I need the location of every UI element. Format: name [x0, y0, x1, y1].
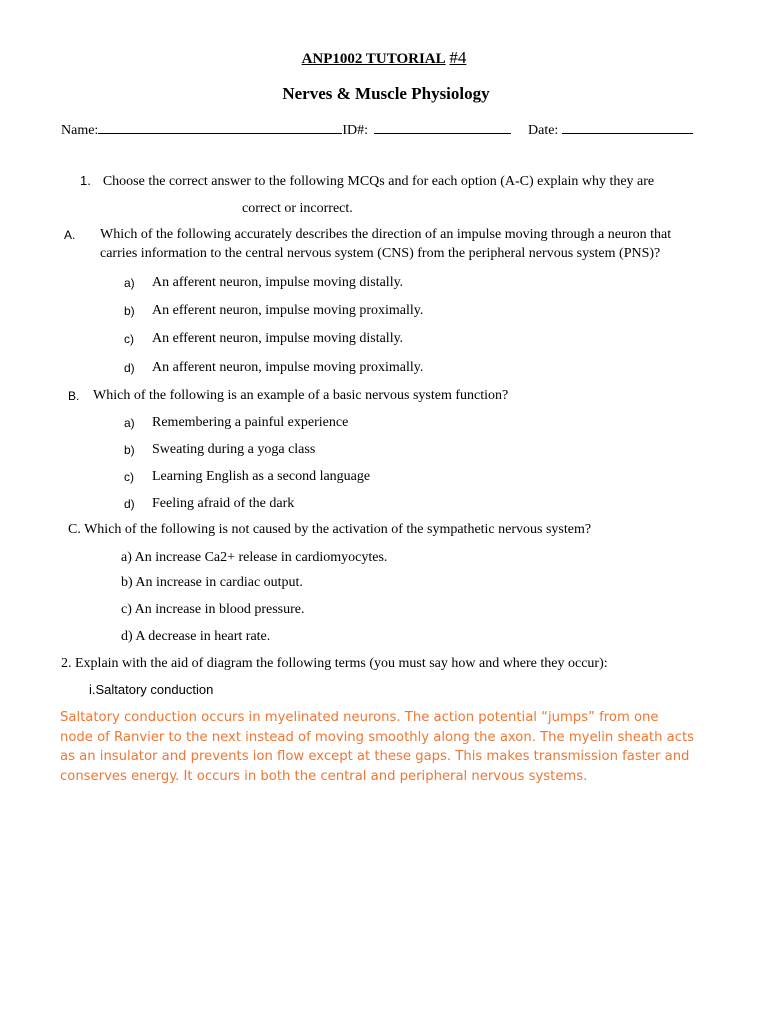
question-text: Choose the correct answer to the following MCQs and for each option (A-C) explain why they are: [102, 174, 655, 189]
option-text: An efferent neuron, impulse moving distally.: [152, 331, 404, 346]
option-text: Feeling afraid of the dark: [152, 496, 295, 511]
option-text: d) A decrease in heart rate.: [121, 629, 271, 644]
question-1-continued: correct or incorrect.: [242, 201, 353, 216]
answer-line: Saltatory conduction occurs in myelinated neurons. The action potential “jumps” from one: [60, 710, 659, 725]
id-blank[interactable]: [374, 121, 511, 134]
question-1: [80, 174, 654, 190]
question-letter-a: A.: [64, 228, 76, 242]
name-blank[interactable]: [98, 121, 342, 134]
id-label: ID#:: [342, 123, 368, 138]
answer-line: as an insulator and prevents ion flow except at these gaps. This makes transmission faster and: [60, 749, 690, 765]
question-number: 1.: [80, 173, 91, 188]
question-a-line2: carries information to the central nervous system (CNS) from the peripheral nervous system (PNS)?: [100, 246, 661, 261]
option-letter: d): [124, 361, 135, 375]
date-label: Date:: [528, 123, 559, 138]
option-text: b) An increase in cardiac output.: [121, 575, 303, 590]
answer-line: node of Ranvier to the next instead of moving smoothly along the axon. The myelin sheath acts: [60, 729, 694, 745]
question-a-line1: Which of the following accurately describes the direction of an impulse moving through a neuron that: [100, 227, 672, 242]
course-code: ANP1002 TUTORIAL: [301, 51, 446, 67]
page-subtitle: Nerves & Muscle Physiology: [282, 84, 490, 103]
option-letter: a): [124, 416, 135, 430]
student-info-fields: [61, 121, 693, 139]
answer-line: conserves energy. It occurs in both the central and peripheral nervous systems.: [60, 769, 588, 785]
option-letter: c): [124, 470, 134, 484]
option-letter: c): [124, 332, 134, 346]
option-letter: a): [124, 276, 135, 290]
question-c-text: C. Which of the following is not caused by the activation of the sympathetic nervous system?: [68, 522, 592, 537]
tutorial-number: #4: [449, 48, 467, 67]
option-letter: b): [124, 304, 135, 318]
question-2-text: 2. Explain with the aid of diagram the following terms (you must say how and where they occur):: [61, 656, 608, 671]
option-text: Sweating during a yoga class: [152, 442, 316, 457]
option-text: Remembering a painful experience: [152, 415, 349, 430]
question-b-text: Which of the following is an example of a basic nervous system function?: [93, 388, 509, 403]
option-text: An afferent neuron, impulse moving proximally.: [152, 360, 424, 375]
question-2-subitem: i.Saltatory conduction: [89, 682, 214, 697]
name-label: Name:: [61, 123, 99, 138]
option-text: c) An increase in blood pressure.: [121, 602, 305, 617]
tutorial-title: [0, 48, 768, 68]
option-text: An efferent neuron, impulse moving proximally.: [152, 303, 424, 318]
option-letter: b): [124, 443, 135, 457]
option-text: An afferent neuron, impulse moving distally.: [152, 275, 404, 290]
option-text: a) An increase Ca2+ release in cardiomyocytes.: [121, 550, 388, 565]
option-text: Learning English as a second language: [152, 469, 371, 484]
date-blank[interactable]: [562, 121, 693, 134]
option-letter: d): [124, 497, 135, 511]
answer-text: [60, 708, 750, 787]
question-letter-b: B.: [68, 389, 80, 403]
